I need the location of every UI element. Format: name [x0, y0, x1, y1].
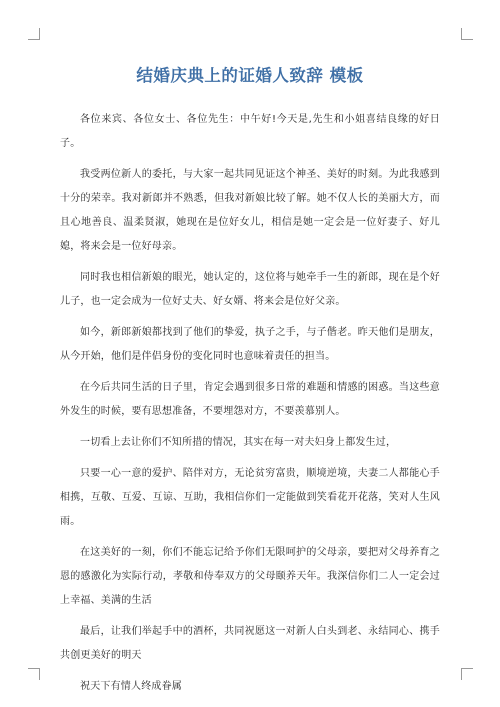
crop-mark-top-left [28, 28, 40, 40]
paragraph-greeting: 各位来宾、各位女士、各位先生：中午好!今天是,先生和小姐喜结良缘的好日子。 [60, 114, 440, 149]
paragraph-difficulties: 在今后共同生活的日子里，肯定会遇到很多日常的难题和情感的困惑。当这些意外发生的时候，要有思想准备，不要埋怨对方，不要羡慕别人。 [60, 382, 440, 417]
paragraph-mutual-support: 只要一心一意的爱护、陪伴对方，无论贫穷富贵，顺境逆境，夫妻二人都能心手相携，互敬、互爱、互谅、互助，我相信你们一定能做到笑看花开花落，笑对人生风雨。 [60, 468, 440, 527]
paragraph-partners: 如今，新郎新娘都找到了他们的挚爱，执子之手，与子偕老。昨天他们是朋友，从今开始，他们是伴侣身份的变化同时也意味着责任的担当。 [60, 327, 440, 362]
paragraph-toast: 最后，让我们举起手中的酒杯，共同祝愿这一对新人白头到老、永结同心、携手共创更美好的明天 [60, 626, 440, 661]
document-title: 结婚庆典上的证婚人致辞 模板 [136, 66, 364, 85]
paragraph-groom: 同时我也相信新娘的眼光，她认定的，这位将与她牵手一生的新郎，现在是个好儿子，也一定会成为一位好丈夫、好女婿、将来会是位好父亲。 [60, 272, 440, 307]
paragraph-witness-honor: 我受两位新人的委托，与大家一起共同见证这个神圣、美好的时刻。为此我感到十分的荣幸。我对新郎并不熟悉，但我对新娘比较了解。她不仅人长的美丽大方，而且心地善良、温柔贤淑，她现在是位好女儿，相信是她一定会是一位好妻子、好儿媳，将来会是一位好母亲。 [60, 169, 440, 252]
paragraph-closing-wish: 祝天下有情人终成眷属 [80, 681, 182, 692]
crop-mark-top-right [461, 28, 473, 40]
document-body [60, 108, 440, 706]
paragraph-parents: 在这美好的一刻，你们不能忘记给予你们无限呵护的父母亲，要把对父母养育之恩的感激化为实际行动，孝敬和侍奉双方的父母颐养天年。我深信你们二人一定会过上幸福、美满的生活 [60, 547, 440, 606]
crop-mark-bottom-left [28, 668, 40, 680]
crop-mark-bottom-right [461, 668, 473, 680]
paragraph-common-situations: 一切看上去让你们不知所措的情况，其实在每一对夫妇身上都发生过， [80, 437, 397, 448]
